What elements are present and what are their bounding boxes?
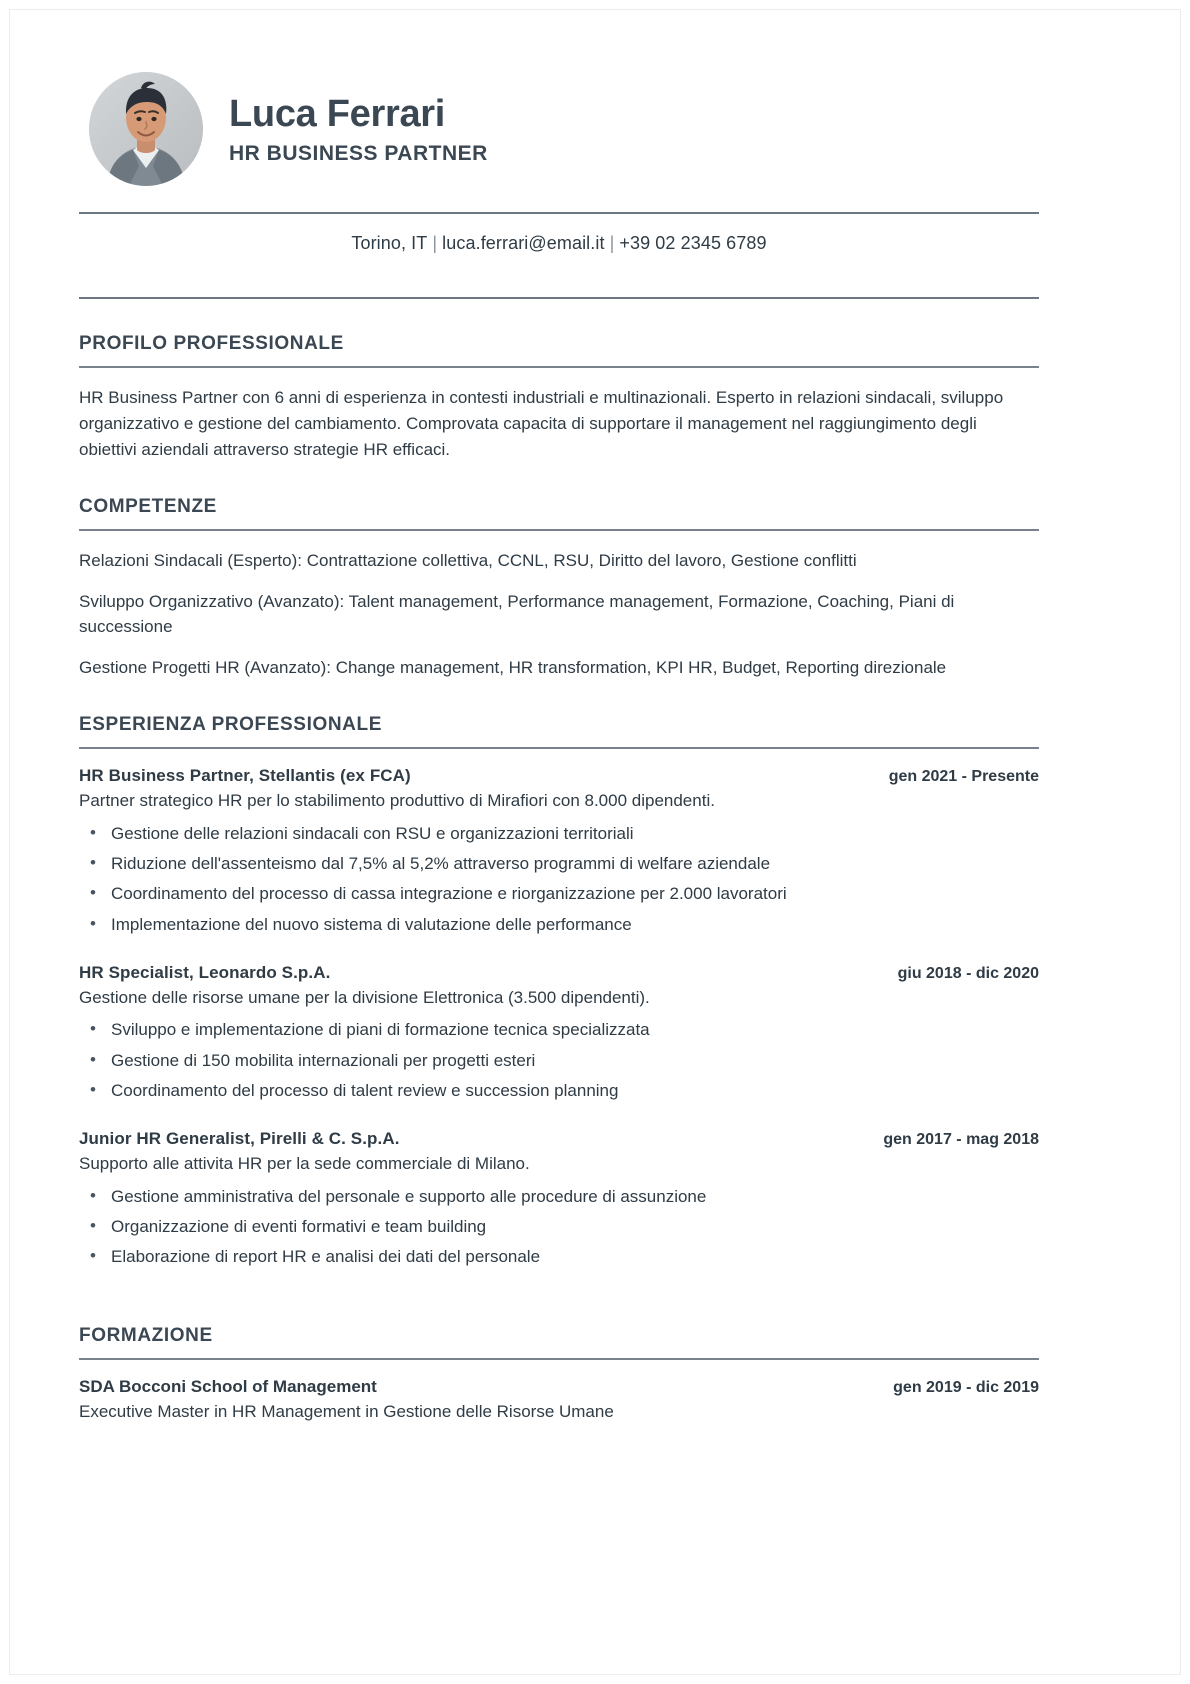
contact-line [79, 214, 1039, 271]
header-divider-bottom [79, 297, 1039, 299]
contact-email[interactable]: luca.ferrari@email.it [442, 233, 605, 253]
experience-summary: Supporto alle attivita HR per la sede commerciale di Milano. [79, 1153, 530, 1173]
experience-entry [79, 1129, 1039, 1269]
skill-line: Sviluppo Organizzativo (Avanzato): Talent management, Performance management, Formazione, Coaching, Piani di successione [79, 591, 955, 637]
experience-title: Junior HR Generalist, Pirelli & C. S.p.A. [79, 1128, 400, 1148]
list-item: • Sviluppo e implementazione di piani di formazione tecnica specializzata [79, 1017, 1039, 1042]
list-item: • Gestione amministrativa del personale e supporto alle procedure di assunzione [79, 1184, 1039, 1209]
experience-dates: gen 2017 - mag 2018 [883, 1130, 1039, 1148]
contact-location: Torino, IT [351, 233, 428, 253]
experience-bullets [79, 1017, 1039, 1102]
header-text [229, 93, 488, 165]
section-rule-profile [79, 366, 1039, 368]
experience-entry-header [79, 766, 1039, 786]
list-item: • Elaborazione di report HR e analisi dei dati del personale [79, 1244, 1039, 1269]
resume-sheet [10, 10, 1180, 1674]
section-rule-experience [79, 747, 1039, 749]
experience-entry [79, 766, 1039, 936]
list-item: • Coordinamento del processo di talent review e succession planning [79, 1078, 1039, 1103]
experience-bullets [79, 821, 1039, 937]
education-degree: Executive Master in HR Management in Gestione delle Risorse Umane [79, 1401, 614, 1421]
education-entry [79, 1377, 1039, 1425]
profile-text: HR Business Partner con 6 anni di esperienza in contesti industriali e multinazionali. Esperto in relazioni sindacali, sviluppo organizzativo e gestione del cambiamento. Comprovata capacita di supportare il management nel raggiungimento degli obiettivi aziendali attraverso strategie HR efficaci. [79, 388, 1004, 459]
experience-entry-header [79, 963, 1039, 983]
section-title-education: FORMAZIONE [79, 1324, 213, 1346]
education-entry-header [79, 1377, 1039, 1397]
profile-photo-icon [89, 72, 203, 186]
contact-separator-2: | [609, 233, 615, 253]
experience-bullets [79, 1184, 1039, 1269]
contact-separator-1: | [432, 233, 438, 253]
education-school: SDA Bocconi School of Management [79, 1376, 377, 1396]
education-dates: gen 2019 - dic 2019 [893, 1378, 1039, 1396]
list-item: • Riduzione dell'assenteismo dal 7,5% al 5,2% attraverso programmi di welfare aziendale [79, 851, 1039, 876]
candidate-role: HR BUSINESS PARTNER [229, 141, 488, 165]
section-title-profile: PROFILO PROFESSIONALE [79, 333, 344, 354]
section-rule-education [79, 1358, 1039, 1360]
section-title-experience: ESPERIENZA PROFESSIONALE [79, 714, 382, 736]
list-item: • Implementazione del nuovo sistema di valutazione delle performance [79, 912, 1039, 937]
experience-entry [79, 963, 1039, 1103]
candidate-name: Luca Ferrari [229, 93, 446, 136]
resume-header [79, 72, 1039, 186]
experience-title: HR Business Partner, Stellantis (ex FCA) [79, 766, 411, 786]
section-profile [79, 333, 1039, 462]
contact-phone[interactable]: +39 02 2345 6789 [619, 233, 767, 253]
resume-content [79, 72, 1039, 1425]
experience-summary: Gestione delle risorse umane per la divisione Elettronica (3.500 dipendenti). [79, 987, 650, 1007]
section-education [79, 1325, 1039, 1425]
experience-summary: Partner strategico HR per lo stabilimento produttivo di Mirafiori con 8.000 dipendenti. [79, 791, 715, 811]
section-skills [79, 496, 1039, 680]
skill-line: Relazioni Sindacali (Esperto): Contrattazione collettiva, CCNL, RSU, Diritto del lavoro, Gestione conflitti [79, 551, 857, 571]
section-title-skills: COMPETENZE [79, 496, 217, 518]
list-item: • Gestione di 150 mobilita internazionali per progetti esteri [79, 1048, 1039, 1073]
experience-dates: gen 2021 - Presente [888, 768, 1039, 786]
skill-line: Gestione Progetti HR (Avanzato): Change management, HR transformation, KPI HR, Budget, Reporting direzionale [79, 657, 947, 677]
experience-title: HR Specialist, Leonardo S.p.A. [79, 962, 331, 982]
avatar [89, 72, 203, 186]
list-item: • Gestione delle relazioni sindacali con RSU e organizzazioni territoriali [79, 821, 1039, 846]
section-rule-skills [79, 529, 1039, 531]
section-experience [79, 714, 1039, 1268]
experience-entry-header [79, 1129, 1039, 1149]
list-item: • Coordinamento del processo di cassa integrazione e riorganizzazione per 2.000 lavoratori [79, 881, 1039, 906]
experience-dates: giu 2018 - dic 2020 [897, 964, 1039, 982]
list-item: • Organizzazione di eventi formativi e team building [79, 1214, 1039, 1239]
